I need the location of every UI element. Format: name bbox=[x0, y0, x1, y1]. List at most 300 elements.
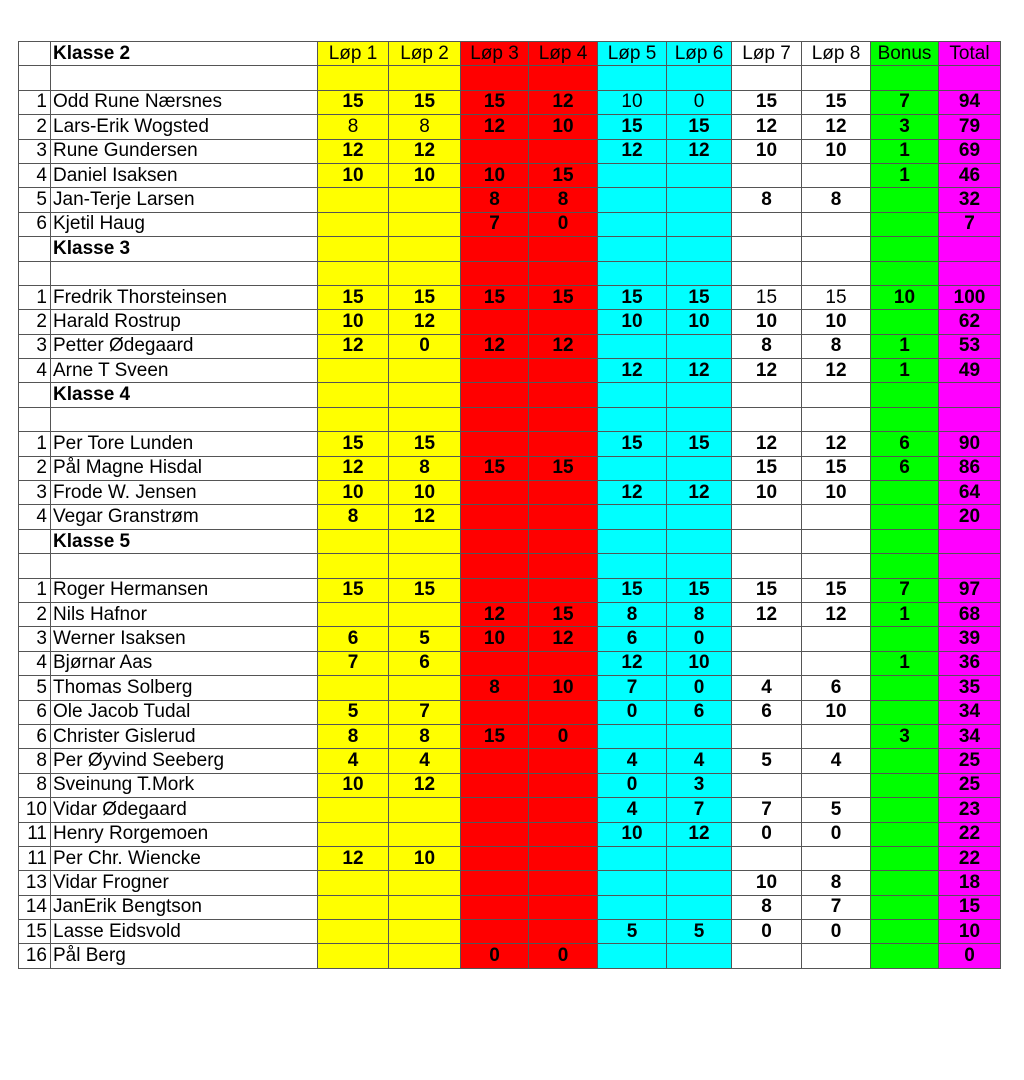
spacer-row bbox=[19, 261, 1001, 285]
rank-cell: 6 bbox=[19, 700, 51, 724]
bonus-cell: 7 bbox=[871, 578, 939, 602]
name-cell: Roger Hermansen bbox=[51, 578, 318, 602]
lop-4-cell bbox=[529, 700, 598, 724]
lop-3-cell bbox=[461, 846, 529, 870]
rank-cell: 2 bbox=[19, 602, 51, 626]
total-cell bbox=[939, 554, 1001, 578]
lop-4-cell: 12 bbox=[529, 334, 598, 358]
lop-5-cell bbox=[598, 261, 667, 285]
lop-1-cell bbox=[318, 212, 389, 236]
lop-2-cell: 4 bbox=[389, 749, 461, 773]
total-cell bbox=[939, 529, 1001, 553]
lop-2-cell: 6 bbox=[389, 651, 461, 675]
rank-cell: 2 bbox=[19, 115, 51, 139]
rank-cell: 10 bbox=[19, 798, 51, 822]
lop-1-cell bbox=[318, 676, 389, 700]
rank-cell: 1 bbox=[19, 285, 51, 309]
lop-8-cell: 10 bbox=[802, 481, 871, 505]
spacer-row bbox=[19, 66, 1001, 90]
lop-8-cell: 15 bbox=[802, 456, 871, 480]
table-row bbox=[19, 920, 1001, 944]
lop-3-cell bbox=[461, 407, 529, 431]
total-cell bbox=[939, 66, 1001, 90]
bonus-cell bbox=[871, 871, 939, 895]
name-cell: Christer Gislerud bbox=[51, 724, 318, 748]
lop-3-cell bbox=[461, 310, 529, 334]
lop-1-cell: 8 bbox=[318, 505, 389, 529]
lop-2-cell: 15 bbox=[389, 432, 461, 456]
total-cell: 7 bbox=[939, 212, 1001, 236]
lop-4-cell bbox=[529, 895, 598, 919]
lop-3-cell bbox=[461, 529, 529, 553]
lop-8-cell bbox=[802, 627, 871, 651]
rank-cell: 15 bbox=[19, 920, 51, 944]
table-row bbox=[19, 822, 1001, 846]
lop-6-cell bbox=[667, 212, 732, 236]
lop-7-cell bbox=[732, 651, 802, 675]
total-cell: 64 bbox=[939, 481, 1001, 505]
bonus-cell bbox=[871, 749, 939, 773]
total-cell: 35 bbox=[939, 676, 1001, 700]
lop-1-cell bbox=[318, 798, 389, 822]
rank-cell: 16 bbox=[19, 944, 51, 968]
lop-1-cell bbox=[318, 822, 389, 846]
total-cell bbox=[939, 407, 1001, 431]
lop-1-cell bbox=[318, 529, 389, 553]
rank-cell: 6 bbox=[19, 212, 51, 236]
lop-4-cell bbox=[529, 871, 598, 895]
bonus-cell bbox=[871, 700, 939, 724]
total-cell: 90 bbox=[939, 432, 1001, 456]
lop-1-cell bbox=[318, 188, 389, 212]
bonus-cell bbox=[871, 798, 939, 822]
lop-7-cell: 15 bbox=[732, 578, 802, 602]
total-cell: 0 bbox=[939, 944, 1001, 968]
column-header-lop-5: Løp 5 bbox=[598, 42, 667, 66]
table-row bbox=[19, 481, 1001, 505]
table-row bbox=[19, 676, 1001, 700]
lop-4-cell bbox=[529, 66, 598, 90]
table-row bbox=[19, 115, 1001, 139]
name-cell: Odd Rune Nærsnes bbox=[51, 90, 318, 114]
lop-6-cell: 15 bbox=[667, 285, 732, 309]
lop-5-cell bbox=[598, 846, 667, 870]
bonus-cell: 6 bbox=[871, 456, 939, 480]
lop-7-cell bbox=[732, 261, 802, 285]
table-row bbox=[19, 334, 1001, 358]
name-cell: Bjørnar Aas bbox=[51, 651, 318, 675]
table-row bbox=[19, 651, 1001, 675]
lop-7-cell: 15 bbox=[732, 456, 802, 480]
lop-5-cell: 12 bbox=[598, 651, 667, 675]
lop-1-cell: 5 bbox=[318, 700, 389, 724]
total-cell bbox=[939, 261, 1001, 285]
lop-4-cell bbox=[529, 261, 598, 285]
lop-2-cell bbox=[389, 383, 461, 407]
lop-1-cell: 15 bbox=[318, 578, 389, 602]
lop-5-cell: 8 bbox=[598, 602, 667, 626]
lop-8-cell bbox=[802, 407, 871, 431]
lop-7-cell: 8 bbox=[732, 895, 802, 919]
rank-cell: 14 bbox=[19, 895, 51, 919]
lop-1-cell bbox=[318, 66, 389, 90]
rank-cell: 4 bbox=[19, 651, 51, 675]
lop-7-cell: 10 bbox=[732, 481, 802, 505]
lop-6-cell bbox=[667, 724, 732, 748]
lop-3-cell: 15 bbox=[461, 285, 529, 309]
name-cell: Daniel Isaksen bbox=[51, 163, 318, 187]
lop-4-cell: 12 bbox=[529, 90, 598, 114]
total-cell: 25 bbox=[939, 773, 1001, 797]
total-cell bbox=[939, 383, 1001, 407]
lop-2-cell bbox=[389, 602, 461, 626]
lop-8-cell bbox=[802, 383, 871, 407]
lop-7-cell: 15 bbox=[732, 90, 802, 114]
table-row bbox=[19, 871, 1001, 895]
lop-2-cell: 12 bbox=[389, 505, 461, 529]
lop-1-cell bbox=[318, 920, 389, 944]
lop-4-cell bbox=[529, 505, 598, 529]
lop-4-cell bbox=[529, 749, 598, 773]
lop-3-cell: 7 bbox=[461, 212, 529, 236]
total-cell: 34 bbox=[939, 724, 1001, 748]
lop-1-cell: 15 bbox=[318, 432, 389, 456]
total-cell: 100 bbox=[939, 285, 1001, 309]
lop-1-cell: 12 bbox=[318, 456, 389, 480]
lop-8-cell bbox=[802, 529, 871, 553]
lop-5-cell bbox=[598, 66, 667, 90]
lop-6-cell: 0 bbox=[667, 90, 732, 114]
lop-6-cell bbox=[667, 188, 732, 212]
lop-4-cell: 10 bbox=[529, 115, 598, 139]
rank-cell bbox=[19, 407, 51, 431]
table-row bbox=[19, 798, 1001, 822]
name-cell: Kjetil Haug bbox=[51, 212, 318, 236]
bonus-cell bbox=[871, 773, 939, 797]
lop-3-cell bbox=[461, 822, 529, 846]
lop-2-cell: 10 bbox=[389, 163, 461, 187]
lop-8-cell: 8 bbox=[802, 334, 871, 358]
total-cell: 39 bbox=[939, 627, 1001, 651]
lop-7-cell bbox=[732, 529, 802, 553]
lop-5-cell bbox=[598, 944, 667, 968]
total-cell: 86 bbox=[939, 456, 1001, 480]
total-cell: 53 bbox=[939, 334, 1001, 358]
lop-3-cell bbox=[461, 773, 529, 797]
table-row bbox=[19, 432, 1001, 456]
lop-5-cell: 10 bbox=[598, 310, 667, 334]
lop-7-cell bbox=[732, 212, 802, 236]
table-row bbox=[19, 846, 1001, 870]
lop-4-cell bbox=[529, 651, 598, 675]
lop-3-cell: 12 bbox=[461, 115, 529, 139]
bonus-cell: 1 bbox=[871, 139, 939, 163]
lop-3-cell bbox=[461, 481, 529, 505]
lop-3-cell bbox=[461, 871, 529, 895]
lop-2-cell bbox=[389, 188, 461, 212]
spacer-row bbox=[19, 554, 1001, 578]
total-cell: 79 bbox=[939, 115, 1001, 139]
table-row bbox=[19, 895, 1001, 919]
bonus-cell bbox=[871, 310, 939, 334]
rank-cell: 4 bbox=[19, 505, 51, 529]
lop-7-cell bbox=[732, 627, 802, 651]
lop-4-cell bbox=[529, 481, 598, 505]
lop-7-cell: 0 bbox=[732, 920, 802, 944]
lop-5-cell: 0 bbox=[598, 700, 667, 724]
table-row bbox=[19, 505, 1001, 529]
lop-7-cell: 5 bbox=[732, 749, 802, 773]
lop-1-cell bbox=[318, 895, 389, 919]
lop-3-cell: 15 bbox=[461, 90, 529, 114]
lop-7-cell: 12 bbox=[732, 359, 802, 383]
name-cell: Henry Rorgemoen bbox=[51, 822, 318, 846]
lop-2-cell bbox=[389, 261, 461, 285]
lop-7-cell: 6 bbox=[732, 700, 802, 724]
spacer-row bbox=[19, 407, 1001, 431]
lop-5-cell: 4 bbox=[598, 749, 667, 773]
lop-5-cell bbox=[598, 188, 667, 212]
name-cell: Rune Gundersen bbox=[51, 139, 318, 163]
rank-cell: 1 bbox=[19, 90, 51, 114]
rank-cell: 3 bbox=[19, 139, 51, 163]
lop-7-cell bbox=[732, 407, 802, 431]
name-cell: Werner Isaksen bbox=[51, 627, 318, 651]
name-cell: Sveinung T.Mork bbox=[51, 773, 318, 797]
name-cell: Thomas Solberg bbox=[51, 676, 318, 700]
name-cell: Lars-Erik Wogsted bbox=[51, 115, 318, 139]
lop-1-cell: 15 bbox=[318, 285, 389, 309]
lop-6-cell bbox=[667, 163, 732, 187]
lop-4-cell bbox=[529, 846, 598, 870]
bonus-cell bbox=[871, 846, 939, 870]
lop-4-cell bbox=[529, 359, 598, 383]
lop-8-cell bbox=[802, 554, 871, 578]
lop-3-cell: 12 bbox=[461, 602, 529, 626]
total-cell: 36 bbox=[939, 651, 1001, 675]
lop-3-cell bbox=[461, 920, 529, 944]
lop-1-cell: 12 bbox=[318, 846, 389, 870]
total-cell: 15 bbox=[939, 895, 1001, 919]
lop-2-cell bbox=[389, 66, 461, 90]
lop-6-cell bbox=[667, 529, 732, 553]
column-header-bonus: Bonus bbox=[871, 42, 939, 66]
lop-2-cell bbox=[389, 407, 461, 431]
lop-6-cell bbox=[667, 554, 732, 578]
bonus-cell: 3 bbox=[871, 115, 939, 139]
bonus-cell bbox=[871, 822, 939, 846]
lop-8-cell: 10 bbox=[802, 700, 871, 724]
lop-2-cell bbox=[389, 529, 461, 553]
lop-1-cell: 7 bbox=[318, 651, 389, 675]
lop-7-cell bbox=[732, 163, 802, 187]
lop-6-cell bbox=[667, 237, 732, 261]
lop-5-cell: 12 bbox=[598, 481, 667, 505]
lop-2-cell bbox=[389, 920, 461, 944]
rank-cell bbox=[19, 261, 51, 285]
lop-1-cell bbox=[318, 602, 389, 626]
lop-8-cell bbox=[802, 261, 871, 285]
total-cell: 49 bbox=[939, 359, 1001, 383]
rank-cell: 8 bbox=[19, 749, 51, 773]
lop-2-cell bbox=[389, 359, 461, 383]
name-cell: Vegar Granstrøm bbox=[51, 505, 318, 529]
lop-2-cell: 0 bbox=[389, 334, 461, 358]
lop-6-cell: 0 bbox=[667, 676, 732, 700]
rank-cell bbox=[19, 237, 51, 261]
lop-8-cell bbox=[802, 212, 871, 236]
table-row bbox=[19, 188, 1001, 212]
lop-4-cell bbox=[529, 383, 598, 407]
lop-5-cell bbox=[598, 212, 667, 236]
lop-4-cell: 15 bbox=[529, 602, 598, 626]
rank-cell: 1 bbox=[19, 432, 51, 456]
lop-3-cell bbox=[461, 578, 529, 602]
lop-6-cell: 10 bbox=[667, 310, 732, 334]
lop-2-cell: 7 bbox=[389, 700, 461, 724]
lop-3-cell bbox=[461, 554, 529, 578]
total-cell: 32 bbox=[939, 188, 1001, 212]
lop-8-cell bbox=[802, 651, 871, 675]
lop-8-cell: 5 bbox=[802, 798, 871, 822]
total-cell: 46 bbox=[939, 163, 1001, 187]
lop-7-cell: 10 bbox=[732, 310, 802, 334]
table-row bbox=[19, 139, 1001, 163]
lop-6-cell: 7 bbox=[667, 798, 732, 822]
lop-8-cell: 7 bbox=[802, 895, 871, 919]
bonus-cell bbox=[871, 529, 939, 553]
lop-6-cell bbox=[667, 871, 732, 895]
lop-1-cell: 4 bbox=[318, 749, 389, 773]
lop-3-cell bbox=[461, 66, 529, 90]
name-cell: Per Chr. Wiencke bbox=[51, 846, 318, 870]
lop-5-cell: 6 bbox=[598, 627, 667, 651]
lop-5-cell: 4 bbox=[598, 798, 667, 822]
rank-cell: 13 bbox=[19, 871, 51, 895]
lop-5-cell bbox=[598, 163, 667, 187]
lop-6-cell: 12 bbox=[667, 481, 732, 505]
rank-cell: 3 bbox=[19, 334, 51, 358]
lop-6-cell: 8 bbox=[667, 602, 732, 626]
rank-cell: 11 bbox=[19, 822, 51, 846]
table-row bbox=[19, 578, 1001, 602]
lop-5-cell: 15 bbox=[598, 285, 667, 309]
lop-2-cell: 15 bbox=[389, 90, 461, 114]
lop-3-cell: 10 bbox=[461, 627, 529, 651]
lop-5-cell bbox=[598, 554, 667, 578]
lop-1-cell: 10 bbox=[318, 481, 389, 505]
name-cell: Petter Ødegaard bbox=[51, 334, 318, 358]
lop-6-cell: 12 bbox=[667, 822, 732, 846]
bonus-cell: 1 bbox=[871, 163, 939, 187]
lop-4-cell: 10 bbox=[529, 676, 598, 700]
total-cell: 23 bbox=[939, 798, 1001, 822]
lop-3-cell: 8 bbox=[461, 676, 529, 700]
name-cell: Vidar Ødegaard bbox=[51, 798, 318, 822]
lop-8-cell: 8 bbox=[802, 188, 871, 212]
total-cell: 18 bbox=[939, 871, 1001, 895]
lop-2-cell bbox=[389, 237, 461, 261]
lop-2-cell: 8 bbox=[389, 115, 461, 139]
lop-1-cell: 10 bbox=[318, 773, 389, 797]
lop-3-cell: 12 bbox=[461, 334, 529, 358]
name-cell: Harald Rostrup bbox=[51, 310, 318, 334]
bonus-cell: 10 bbox=[871, 285, 939, 309]
bonus-cell bbox=[871, 212, 939, 236]
rank-cell: 8 bbox=[19, 773, 51, 797]
lop-6-cell: 12 bbox=[667, 139, 732, 163]
lop-8-cell: 15 bbox=[802, 285, 871, 309]
lop-7-cell: 7 bbox=[732, 798, 802, 822]
lop-1-cell bbox=[318, 871, 389, 895]
lop-7-cell: 8 bbox=[732, 334, 802, 358]
lop-2-cell: 12 bbox=[389, 139, 461, 163]
lop-7-cell: 0 bbox=[732, 822, 802, 846]
lop-8-cell bbox=[802, 505, 871, 529]
name-cell: Vidar Frogner bbox=[51, 871, 318, 895]
table-row bbox=[19, 359, 1001, 383]
lop-3-cell: 15 bbox=[461, 456, 529, 480]
lop-4-cell bbox=[529, 237, 598, 261]
lop-6-cell bbox=[667, 407, 732, 431]
lop-3-cell: 10 bbox=[461, 163, 529, 187]
lop-3-cell bbox=[461, 895, 529, 919]
table-row bbox=[19, 163, 1001, 187]
section-header-row bbox=[19, 529, 1001, 553]
lop-4-cell bbox=[529, 310, 598, 334]
lop-4-cell bbox=[529, 407, 598, 431]
rank-cell: 4 bbox=[19, 359, 51, 383]
lop-1-cell: 10 bbox=[318, 310, 389, 334]
column-header-lop-6: Løp 6 bbox=[667, 42, 732, 66]
bonus-cell bbox=[871, 627, 939, 651]
total-cell: 22 bbox=[939, 846, 1001, 870]
rank-cell: 4 bbox=[19, 163, 51, 187]
column-header-lop-4: Løp 4 bbox=[529, 42, 598, 66]
bonus-cell bbox=[871, 554, 939, 578]
lop-8-cell: 12 bbox=[802, 359, 871, 383]
name-cell bbox=[51, 407, 318, 431]
lop-4-cell bbox=[529, 578, 598, 602]
lop-4-cell: 0 bbox=[529, 212, 598, 236]
total-cell: 62 bbox=[939, 310, 1001, 334]
lop-7-cell bbox=[732, 66, 802, 90]
bonus-cell bbox=[871, 676, 939, 700]
rank-cell: 3 bbox=[19, 627, 51, 651]
lop-1-cell bbox=[318, 407, 389, 431]
total-cell: 68 bbox=[939, 602, 1001, 626]
lop-3-cell: 15 bbox=[461, 724, 529, 748]
lop-7-cell bbox=[732, 383, 802, 407]
total-cell: 20 bbox=[939, 505, 1001, 529]
lop-1-cell bbox=[318, 261, 389, 285]
lop-1-cell: 6 bbox=[318, 627, 389, 651]
lop-3-cell bbox=[461, 651, 529, 675]
name-cell: Pål Magne Hisdal bbox=[51, 456, 318, 480]
table-row bbox=[19, 602, 1001, 626]
lop-6-cell: 10 bbox=[667, 651, 732, 675]
lop-2-cell: 5 bbox=[389, 627, 461, 651]
lop-1-cell: 12 bbox=[318, 334, 389, 358]
lop-8-cell: 10 bbox=[802, 310, 871, 334]
bonus-cell: 1 bbox=[871, 359, 939, 383]
bonus-cell: 1 bbox=[871, 651, 939, 675]
total-cell bbox=[939, 237, 1001, 261]
bonus-cell bbox=[871, 383, 939, 407]
section-title: Klasse 5 bbox=[51, 529, 318, 553]
lop-5-cell bbox=[598, 383, 667, 407]
name-cell: Lasse Eidsvold bbox=[51, 920, 318, 944]
